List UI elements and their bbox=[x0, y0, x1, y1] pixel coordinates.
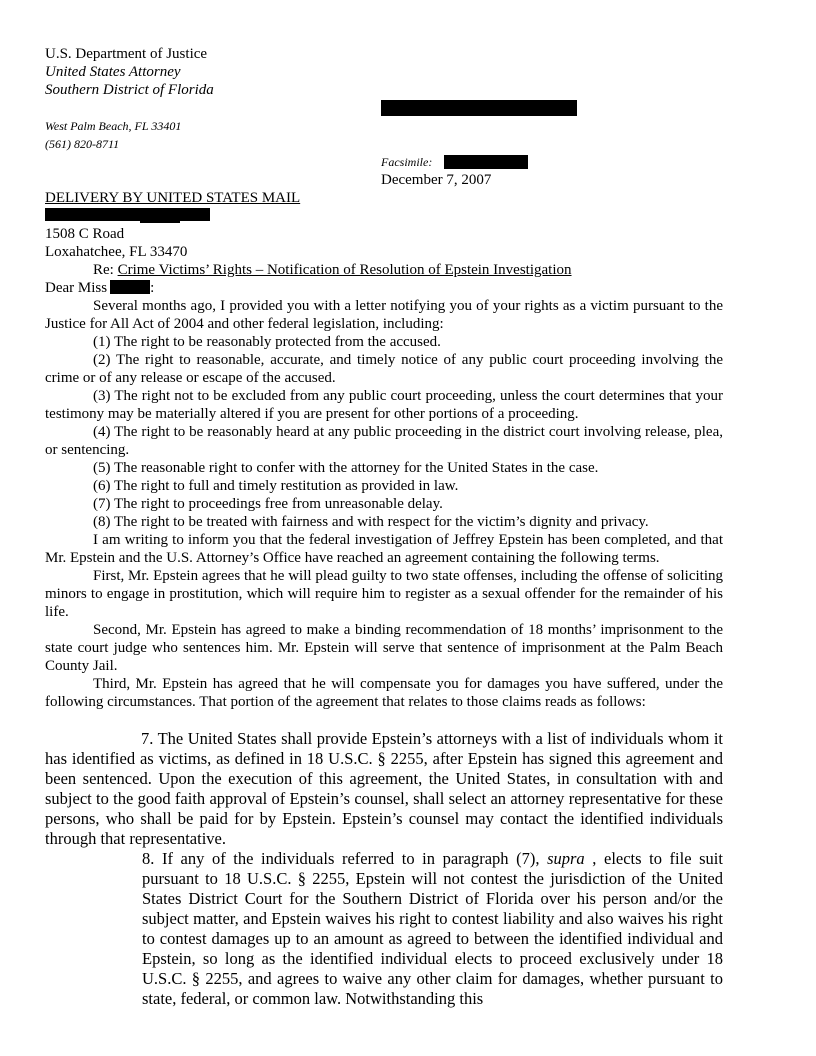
letter-body bbox=[45, 297, 723, 711]
redaction-block bbox=[45, 208, 210, 221]
body-paragraph: First, Mr. Epstein agrees that he will plead guilty to two state offenses, including the offense of soliciting minors to engage in prostitution, which will require him to register as a sexual offender for the remainder of his life. bbox=[45, 568, 723, 620]
salutation bbox=[45, 279, 154, 297]
redaction-block bbox=[140, 214, 180, 223]
body-paragraph: Second, Mr. Epstein has agreed to make a binding recommendation of 18 months’ imprisonment to the state court judge who sentences him. Mr. Epstein will serve that sentence of imprisonment at the Palm Beach County Jail. bbox=[45, 622, 723, 674]
right-item: (7) The right to proceedings free from unreasonable delay. bbox=[93, 496, 443, 512]
quote-paragraph-7: 7. The United States shall provide Epstein’s attorneys with a list of individuals whom it has identified as victims, as defined in 18 U.S.C. § 2255, after Epstein has signed this agreement and been sentenced. Upon the execution of this agreement, the United States, in consultation with and subject to the good faith approval of Epstein’s counsel, shall select an attorney representative for these persons, who shall be paid for by Epstein. Epstein’s counsel may contact the identified individuals through that representative. bbox=[45, 729, 723, 848]
redaction-block bbox=[444, 155, 528, 169]
agreement-paragraph-8 bbox=[142, 849, 723, 1009]
salutation-colon: : bbox=[150, 280, 155, 296]
redaction-block bbox=[110, 280, 150, 294]
right-item: (5) The reasonable right to confer with the attorney for the United States in the case. bbox=[93, 460, 599, 476]
body-paragraph: Several months ago, I provided you with a letter notifying you of your rights as a victim pursuant to the Justice for All Act of 2004 and other federal legislation, including: bbox=[45, 298, 723, 332]
address-line-1: 1508 C Road bbox=[45, 226, 125, 242]
body-paragraph: Third, Mr. Epstein has agreed that he will compensate you for damages you have suffered, under the following circumstances. That portion of the agreement that relates to those claims reads as follows: bbox=[45, 676, 723, 710]
office-name: United States Attorney bbox=[45, 64, 181, 80]
facsimile-label: Facsimile: bbox=[381, 155, 433, 169]
right-item: (4) The right to be reasonably heard at any public proceeding in the district court involving release, plea, or sentencing. bbox=[45, 424, 723, 458]
district-name: Southern District of Florida bbox=[45, 82, 214, 98]
quote8-rest: , elects to file suit pursuant to 18 U.S.C. § 2255, Epstein will not contest the jurisdiction of the United States District Court for the Southern District of Florida over his person and/or the subject matter, and Epstein waives his right to contest liability and also waives his right to contest damages up to an amount as agreed to between the identified individual and Epstein, so long as the identified individual elects to proceed exclusively under 18 U.S.C. § 2255, and agrees to waive any other claim for damages, whether pursuant to state, federal, or common law. Notwithstanding this bbox=[142, 849, 723, 1008]
redaction-block bbox=[381, 100, 577, 116]
quote8-start: 8. If any of the individuals referred to in paragraph (7), bbox=[142, 849, 548, 868]
re-prefix: Re: bbox=[93, 262, 118, 278]
quote8-supra: supra bbox=[547, 849, 585, 868]
re-line bbox=[93, 261, 572, 279]
office-phone: (561) 820-8711 bbox=[45, 137, 120, 151]
letter-date: December 7, 2007 bbox=[381, 172, 492, 188]
right-item: (3) The right not to be excluded from any public court proceeding, unless the court determines that your testimony may be materially altered if you are present for other portions of a proceeding. bbox=[45, 388, 723, 422]
right-item: (1) The right to be reasonably protected from the accused. bbox=[93, 334, 441, 350]
body-paragraph: I am writing to inform you that the federal investigation of Jeffrey Epstein has been completed, and that Mr. Epstein and the U.S. Attorney’s Office have reached an agreement containing the following terms. bbox=[45, 532, 723, 566]
right-item: (8) The right to be treated with fairness and with respect for the victim’s dignity and privacy. bbox=[93, 514, 649, 530]
address-line-2: Loxahatchee, FL 33470 bbox=[45, 244, 188, 260]
right-item: (2) The right to reasonable, accurate, and timely notice of any public court proceeding involving the crime or of any release or escape of the accused. bbox=[45, 352, 723, 386]
re-subject: Crime Victims’ Rights – Notification of Resolution of Epstein Investigation bbox=[117, 262, 572, 278]
department-name: U.S. Department of Justice bbox=[45, 46, 208, 62]
salutation-text: Dear Miss bbox=[45, 280, 108, 296]
quote-paragraph-8 bbox=[142, 849, 723, 1009]
agreement-paragraph-7 bbox=[45, 729, 723, 849]
delivery-method: DELIVERY BY UNITED STATES MAIL bbox=[45, 190, 301, 206]
office-address: West Palm Beach, FL 33401 bbox=[45, 119, 182, 133]
right-item: (6) The right to full and timely restitution as provided in law. bbox=[93, 478, 459, 494]
